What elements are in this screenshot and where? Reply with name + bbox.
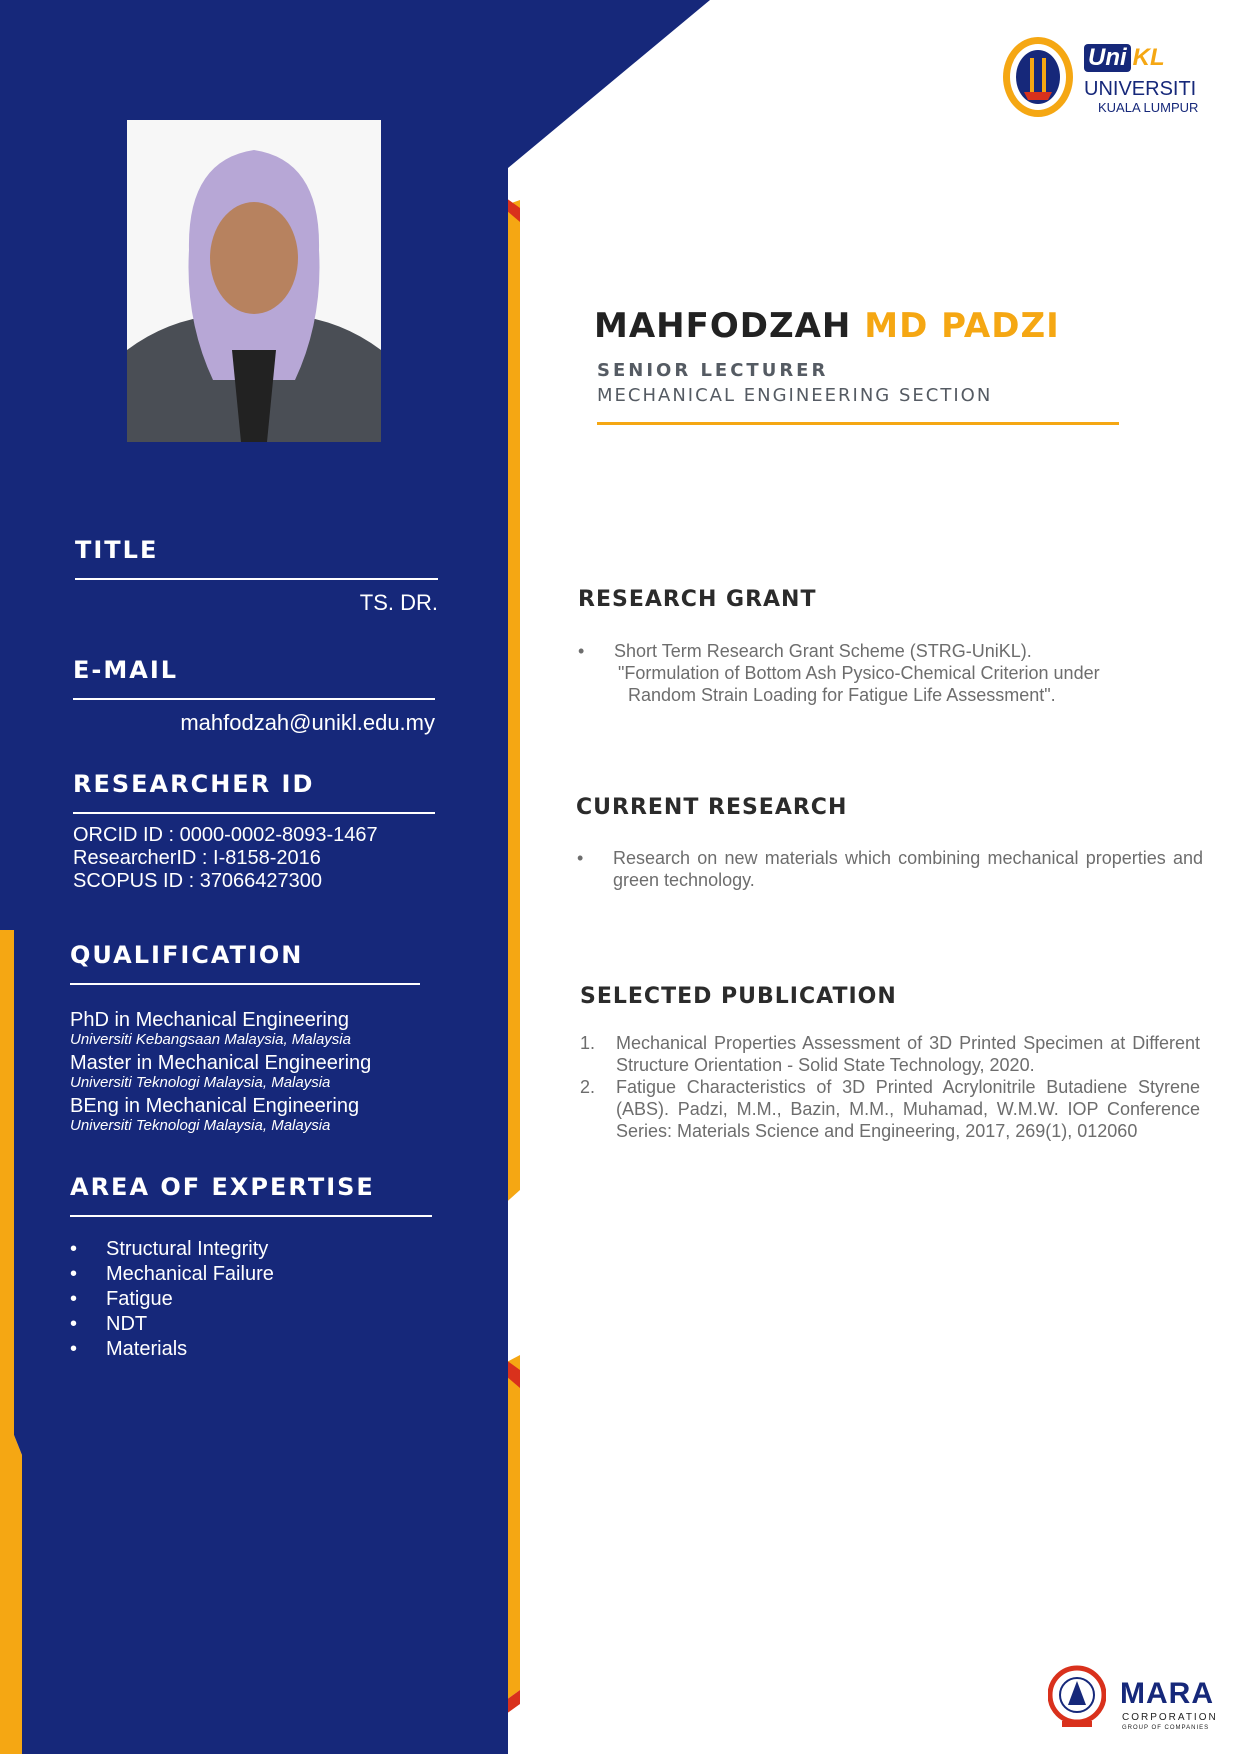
qualification-divider [70, 983, 420, 985]
title-value: TS. DR. [359, 590, 438, 615]
expertise-item: • Structural Integrity [70, 1238, 269, 1260]
orcid-id: ORCID ID : 0000-0002-8093-1467 [73, 824, 378, 846]
publication-item [580, 1076, 1200, 1142]
position-title: SENIOR LECTURER [597, 360, 829, 381]
bullet-icon: • [70, 1338, 78, 1360]
grant-line-2: "Formulation of Bottom Ash Pysico-Chemical Criterion under [618, 663, 1100, 683]
unikl-logo [1000, 34, 1200, 124]
researcher-id-divider [73, 812, 435, 814]
grant-line-1: Short Term Research Grant Scheme (STRG-UniKL). [614, 641, 1032, 661]
mara-logo [1048, 1665, 1220, 1745]
expertise-divider [70, 1215, 432, 1217]
mara-seal-icon [1048, 1665, 1106, 1731]
qualification-heading: QUALIFICATION [70, 941, 304, 969]
expertise-item: • NDT [70, 1313, 148, 1335]
publication-text: Fatigue Characteristics of 3D Printed Acrylonitrile Butadiene Styrene (ABS). Padzi, M.M., Bazin, M.M., Muhamad, W.M.W. IOP Conference Series: Materials Science and Engineering, 2017, 269(1), 012060 [616, 1077, 1200, 1141]
email-section [73, 656, 435, 736]
email-value[interactable]: mahfodzah@unikl.edu.my [180, 710, 435, 735]
current-research-text: Research on new materials which combining mechanical properties and green technology. [613, 848, 1203, 890]
institution: Universiti Kebangsaan Malaysia, Malaysia [70, 1031, 351, 1048]
unikl-seal-icon [1000, 34, 1076, 120]
expertise-item: • Mechanical Failure [70, 1263, 274, 1285]
qualification-item [70, 1009, 420, 1048]
expertise-heading: AREA OF EXPERTISE [70, 1173, 375, 1201]
current-research-body [577, 847, 1203, 891]
first-name: MAHFODZAH [594, 306, 852, 346]
degree: BEng in Mechanical Engineering [70, 1095, 360, 1117]
email-heading: E-MAIL [73, 656, 179, 684]
title-section [75, 536, 438, 616]
mara-corporation: CORPORATION [1122, 1712, 1218, 1723]
bullet-icon: • [70, 1313, 78, 1335]
publication-number: 1. [580, 1033, 596, 1053]
scopus-id: SCOPUS ID : 37066427300 [73, 870, 323, 892]
researcher-id-heading: RESEARCHER ID [73, 770, 315, 798]
expertise-item: • Fatigue [70, 1288, 173, 1310]
bullet-icon: • [577, 848, 584, 868]
qualification-item [70, 1095, 420, 1134]
research-grant-body [578, 640, 1178, 706]
qualification-section [70, 941, 420, 1134]
email-divider [73, 698, 435, 700]
mara-word: MARA [1120, 1677, 1214, 1710]
title-heading: TITLE [75, 536, 159, 564]
person-portrait-icon [127, 120, 381, 442]
bullet-icon: • [70, 1263, 78, 1285]
research-grant-heading: RESEARCH GRANT [578, 587, 817, 612]
title-divider [75, 578, 438, 580]
profile-photo [127, 120, 381, 442]
last-name: MD PADZI [864, 306, 1060, 346]
bullet-icon: • [70, 1238, 78, 1260]
bullet-icon: • [578, 641, 585, 661]
section-name: MECHANICAL ENGINEERING SECTION [597, 385, 993, 406]
researcher-id: ResearcherID : I-8158-2016 [73, 847, 321, 869]
unikl-brand-prefix: Uni [1084, 44, 1131, 72]
grant-line-3: Random Strain Loading for Fatigue Life Assessment". [628, 685, 1056, 705]
degree: PhD in Mechanical Engineering [70, 1009, 350, 1031]
mara-group: GROUP OF COMPANIES [1122, 1725, 1210, 1731]
expertise-section [70, 1173, 432, 1362]
expertise-item: • Materials [70, 1338, 188, 1360]
unikl-brand-suffix: KL [1132, 44, 1165, 71]
degree: Master in Mechanical Engineering [70, 1052, 372, 1074]
name-underline [597, 422, 1119, 425]
bullet-icon: • [70, 1288, 78, 1310]
publication-number: 2. [580, 1077, 596, 1097]
publication-list [580, 1032, 1200, 1142]
publication-item [580, 1032, 1200, 1076]
publication-heading: SELECTED PUBLICATION [580, 984, 897, 1009]
researcher-id-section [73, 770, 435, 893]
current-research-heading: CURRENT RESEARCH [576, 795, 848, 820]
qualification-item [70, 1052, 420, 1091]
full-name [594, 306, 1060, 346]
institution: Universiti Teknologi Malaysia, Malaysia [70, 1074, 331, 1091]
expertise-list [70, 1237, 432, 1362]
unikl-line2: KUALA LUMPUR [1098, 100, 1199, 115]
publication-text: Mechanical Properties Assessment of 3D Printed Specimen at Different Structure Orientation - Solid State Technology, 2020. [616, 1033, 1200, 1075]
unikl-line1: UNIVERSITI [1084, 78, 1197, 100]
institution: Universiti Teknologi Malaysia, Malaysia [70, 1117, 331, 1134]
